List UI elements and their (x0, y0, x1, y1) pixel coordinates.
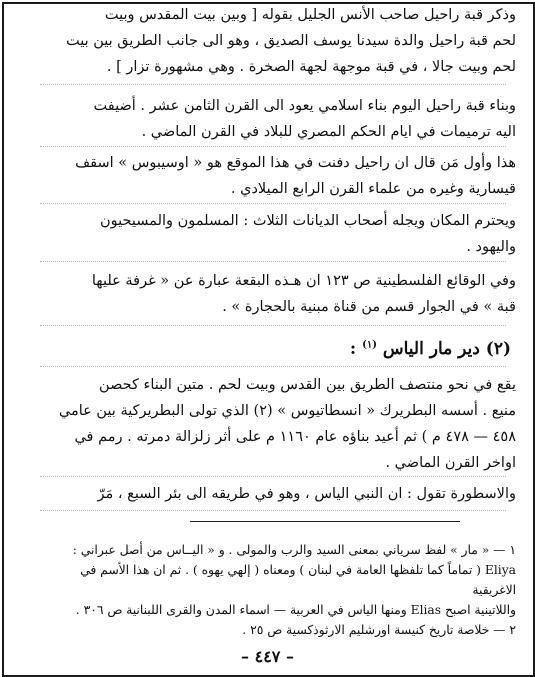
paragraph-line: واليهود . (466, 239, 516, 255)
paragraph-line: يقع في نحو منتصف الطريق بين القدس وبيت لحم . متين البناء كحصن (99, 377, 516, 393)
paragraph-line: منيع . أسسه البطريرك « انسطاتيوس » (٢) الذي تولى البطريركية بين عامي (58, 403, 516, 419)
section-heading (350, 339, 511, 359)
page-number: – ٤٤٧ – (241, 647, 294, 666)
footnotes (36, 540, 516, 640)
section-heading-text: (٢) دير مار الياس (382, 339, 511, 359)
paragraph-line: والاسطورة تقول : ان النبي الياس ، وهو في طريقه الى بئر السبع ، مَرّ (97, 486, 516, 502)
paragraph-line: وفي الوقائع الفلسطينية ص ١٢٣ ان هـذه البقعة عبارة عن « غرفة عليها (91, 273, 516, 289)
paragraph-1 (40, 2, 516, 80)
paragraph-line: قبة » في الجوار قسم من قناة مبنية بالحجارة » . (222, 299, 516, 315)
paragraph-line: ٤٥٨ — ٤٧٨ م ) ثم أعيد بناؤه عام ١١٦٠ م على أثر زلزالة دمرته . رمم في (74, 429, 516, 445)
footnote-ref: (١) (362, 339, 377, 351)
section-heading-suffix: : (349, 339, 357, 359)
separator (40, 203, 506, 204)
paragraph-line: هذا وأول مَن قال ان راحيل دفنت في هذا الموقع هو « اوسيبوس » اسقف (75, 155, 516, 171)
paragraph-5 (40, 268, 516, 320)
separator (40, 325, 506, 326)
footnote-line: ١ — « مار » لفظ سرياني بمعنى السيد والرب والمولى . و « اليــاس من أصل عبراني : (72, 543, 516, 557)
paragraph-4 (40, 208, 516, 260)
paragraph-line: ويحترم المكان ويجله أصحاب الديانات الثلاث : المسلمون والمسيحيون (100, 213, 516, 229)
footnote-line: Eliya ( تماماً كما تلفظها العامة في لبنان ) ومعناه ( إلهي يهوه ) . ثم ان هذا الأسم في الاغريقية (80, 563, 516, 597)
footnote-rule (190, 521, 460, 522)
paragraph-6 (40, 372, 516, 476)
paragraph-line: قيسارية وغيره من علماء القرن الرابع الميلادي . (230, 181, 516, 197)
separator (40, 146, 506, 147)
paragraph-line: لحم قبة راحيل والدة سيدنا يوسف الصديق ، وهو الى جانب الطريق بين بيت (65, 33, 516, 49)
separator (40, 510, 506, 511)
paragraph-2 (40, 93, 516, 145)
paragraph-line: وذكر قبة راحيل صاحب الأنس الجليل بقوله [ وبين بيت المقدس وبيت (104, 7, 516, 23)
separator (40, 84, 506, 85)
separator (40, 366, 506, 367)
footnote-line: ٢ — خلاصة تاريخ كنيسة اورشليم الارثوذكسية ص ٢٥ . (242, 623, 516, 637)
separator (40, 261, 506, 262)
paragraph-line: اواخر القرن الماضي . (385, 455, 516, 471)
paragraph-line: وبناء قبة راحيل اليوم بناء اسلامي يعود الى القرن الثامن عشر . أضيفت (93, 98, 516, 114)
paragraph-7 (40, 481, 516, 507)
paragraph-line: لحم وبيت جالا ، في قبة موجهة لجهة الصخرة . وهي مشهورة تزار ] . (106, 59, 516, 75)
paragraph-line: اليه ترميمات في ايام الحكم المصري للبلاد في القرن الماضي . (141, 124, 516, 140)
paragraph-3 (40, 150, 516, 202)
separator (40, 476, 506, 477)
footnote-line: واللاتينية اصبح Elias ومنها الياس في العربية — اسماء المدن والقرى اللبنانية ص ٣٠٦ . (75, 603, 516, 617)
